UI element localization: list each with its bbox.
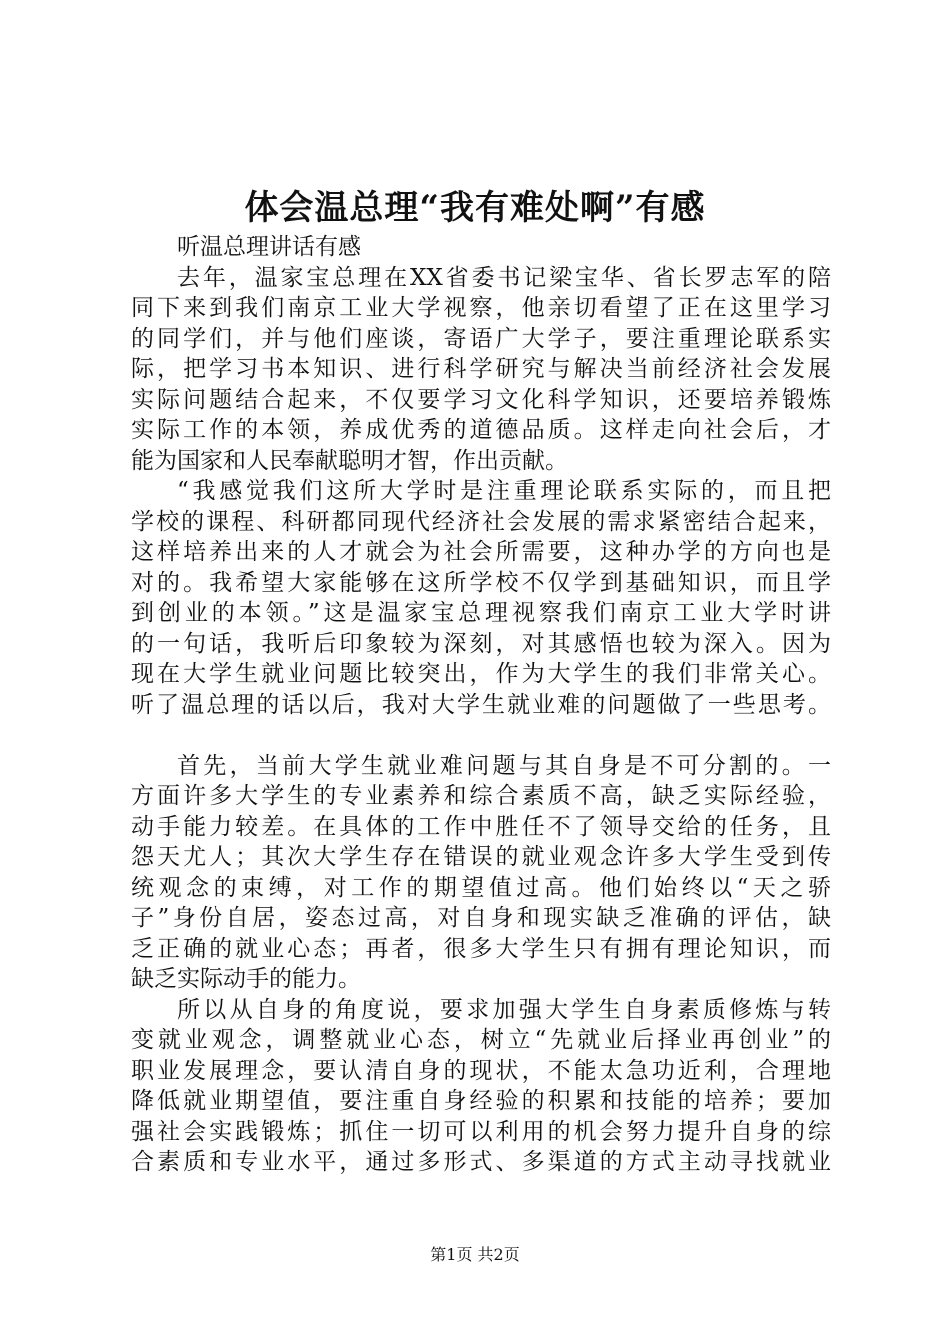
- body-line: 首先，当前大学生就业难问题与其自身是不可分割的。一: [177, 752, 831, 779]
- body-line: 的同学们，并与他们座谈，寄语广大学子，要注重理论联系实: [131, 325, 831, 352]
- body-line: 学校的课程、科研都同现代经济社会发展的需求紧密结合起来，: [131, 508, 831, 535]
- body-line: 变就业观念，调整就业心态，树立“先就业后择业再创业”的: [131, 1027, 831, 1053]
- body-line: 现在大学生就业问题比较突出，作为大学生的我们非常关心。: [131, 661, 831, 687]
- body-line: 子”身份自居，姿态过高，对自身和现实缺乏准确的评估，缺: [131, 905, 831, 931]
- paragraph-spacer: [131, 720, 831, 751]
- body-line: 这样培养出来的人才就会为社会所需要，这种办学的方向也是: [131, 539, 831, 565]
- body-line: 所以从自身的角度说，要求加强大学生自身素质修炼与转: [177, 996, 831, 1023]
- body-line: 统观念的束缚，对工作的期望值过高。他们始终以“天之骄: [131, 874, 831, 901]
- body-line: 听温总理讲话有感: [177, 234, 361, 260]
- body-line: 同下来到我们南京工业大学视察，他亲切看望了正在这里学习: [131, 295, 831, 321]
- body-line: 缺乏实际动手的能力。: [131, 966, 361, 992]
- body-line: 怨天尤人；其次大学生存在错误的就业观念许多大学生受到传: [131, 844, 831, 870]
- body-line: 实际工作的本领，养成优秀的道德品质。这样走向社会后，才: [131, 417, 831, 443]
- body-line: 职业发展理念，要认清自身的现状，不能太急功近利，合理地: [131, 1057, 831, 1084]
- body-line: 际，把学习书本知识、进行科学研究与解决当前经济社会发展: [131, 356, 831, 382]
- body-line: 动手能力较差。在具体的工作中胜任不了领导交给的任务，且: [131, 813, 831, 840]
- body-line: 合素质和专业水平，通过多形式、多渠道的方式主动寻找就业: [131, 1149, 831, 1175]
- body-line: 乏正确的就业心态；再者，很多大学生只有拥有理论知识，而: [131, 935, 831, 962]
- page-number-footer: 第1页 共2页: [430, 1245, 520, 1264]
- body-line: 强社会实践锻炼；抓住一切可以利用的机会努力提升自身的综: [131, 1118, 831, 1145]
- body-line: “我感觉我们这所大学时是注重理论联系实际的，而且把: [177, 478, 831, 504]
- document-body: [131, 232, 831, 1178]
- body-line: 能为国家和人民奉献聪明才智，作出贡献。: [131, 447, 568, 474]
- body-line: 的一句话，我听后印象较为深刻，对其感悟也较为深入。因为: [131, 630, 831, 657]
- document-title: 体会温总理“我有难处啊”有感: [244, 188, 706, 228]
- body-line: 到创业的本领。”这是温家宝总理视察我们南京工业大学时讲: [131, 600, 831, 626]
- body-line: 实际问题结合起来，不仅要学习文化科学知识，还要培养锻炼: [131, 386, 831, 413]
- body-line: 方面许多大学生的专业素养和综合素质不高，缺乏实际经验，: [131, 783, 831, 809]
- body-line: 对的。我希望大家能够在这所学校不仅学到基础知识，而且学: [131, 569, 831, 596]
- body-line: 去年，温家宝总理在XX省委书记梁宝华、省长罗志军的陪: [177, 264, 831, 291]
- body-line: 降低就业期望值，要注重自身经验的积累和技能的培养；要加: [131, 1088, 831, 1114]
- body-line: 听了温总理的话以后，我对大学生就业难的问题做了一些思考。: [131, 691, 831, 718]
